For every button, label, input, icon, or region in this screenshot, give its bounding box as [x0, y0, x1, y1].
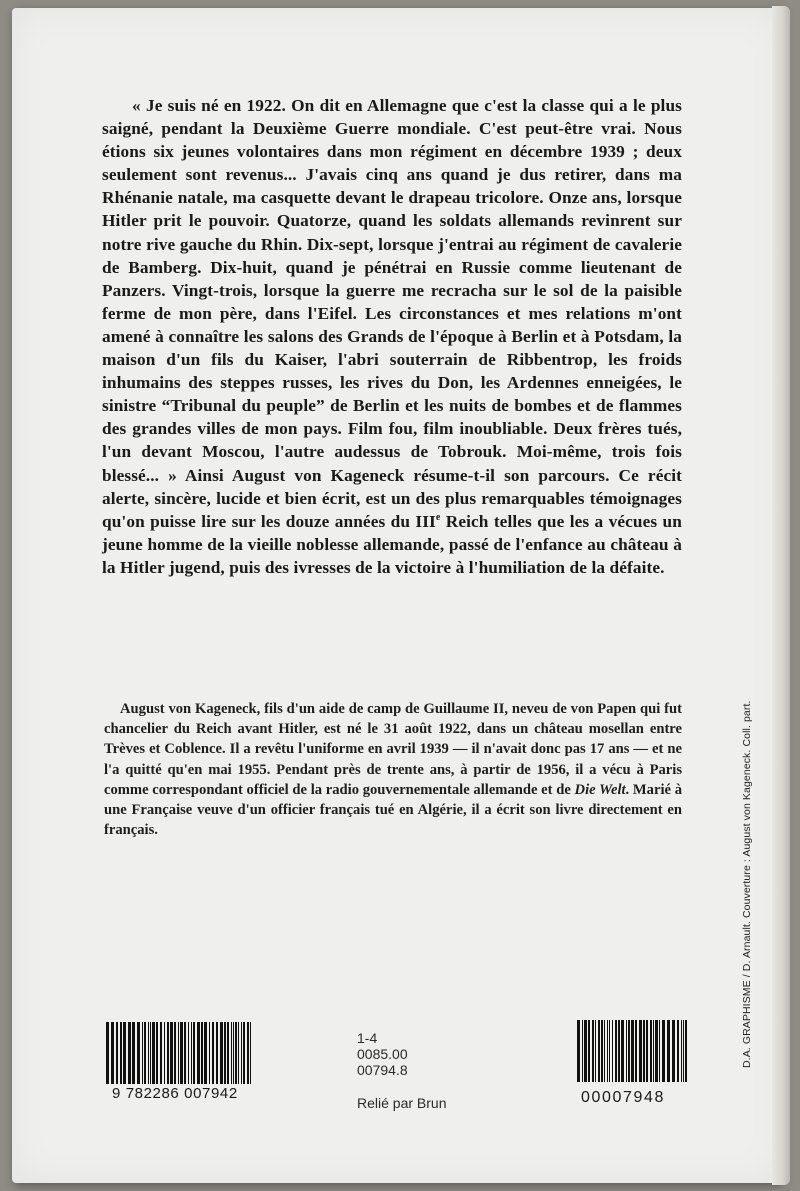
- barcode-bar: [111, 1022, 114, 1084]
- isbn-barcode: [106, 1022, 252, 1084]
- barcode-bar: [180, 1022, 183, 1084]
- author-bio: August von Kageneck, fils d'un aide de camp de Guillaume II, neveu de von Papen qui fut chancelier du Reich avant Hitler, est né le 31 août 1922, dans un château mosellan entre Trèves et Coblence. Il a revêtu l'uniforme en avril 1939 — il n'avait donc pas 17 ans — et ne l'a quitté qu'en mai 1955. Pendant près de trente ans, à partir de 1956, il a vécu à Paris comme correspondant officiel de la radio gouvernementale allemande et de Die Welt. Marié à une Française veuve d'un officier français tué en Algérie, il a écrit son livre directement en français.: [104, 701, 682, 839]
- barcode-bar: [137, 1022, 140, 1084]
- barcode-bar: [604, 1020, 605, 1082]
- barcode-bar: [626, 1020, 627, 1082]
- isbn-digits: 9 782286 007942: [112, 1085, 238, 1102]
- barcode-bar: [672, 1020, 675, 1082]
- barcode-bar: [197, 1022, 200, 1084]
- barcode-bar: [662, 1020, 665, 1082]
- barcode-bar: [612, 1020, 613, 1082]
- barcode-bar: [650, 1020, 652, 1082]
- barcode-bar: [615, 1020, 617, 1082]
- barcode-bar: [120, 1022, 122, 1084]
- barcode-bar: [667, 1020, 670, 1082]
- barcode-bar: [677, 1020, 679, 1082]
- barcode-bar: [188, 1022, 189, 1084]
- cover-credit: D.A. GRAPHISME / D. Arnault. Couverture : August von Kageneck. Coll. part.: [741, 700, 753, 1068]
- barcode-bar: [607, 1020, 608, 1082]
- stock-barcode: [577, 1020, 687, 1082]
- barcode-bar: [233, 1022, 234, 1084]
- barcode-bar: [144, 1022, 146, 1084]
- barcode-bar: [150, 1022, 151, 1084]
- newspaper-title: Die Welt: [574, 781, 626, 798]
- barcode-bar: [128, 1022, 131, 1084]
- barcode-bar: [618, 1020, 620, 1082]
- barcode-bar: [227, 1022, 229, 1084]
- barcode-bar: [577, 1020, 580, 1082]
- catalog-codes: [357, 1030, 408, 1079]
- barcode-bar: [160, 1022, 162, 1084]
- barcode-bar: [224, 1022, 226, 1084]
- barcode-bar: [216, 1022, 218, 1084]
- barcode-bar: [212, 1022, 214, 1084]
- book-edge: [772, 6, 790, 1185]
- barcode-bar: [653, 1020, 654, 1082]
- barcode-bar: [582, 1020, 583, 1082]
- barcode-bar: [646, 1020, 648, 1082]
- barcode-bar: [681, 1020, 682, 1082]
- barcode-bar: [231, 1022, 232, 1084]
- barcode-bar: [170, 1022, 173, 1084]
- barcode-bar: [628, 1020, 630, 1082]
- barcode-bar: [116, 1022, 118, 1084]
- barcode-bar: [184, 1022, 186, 1084]
- barcode-bar: [204, 1022, 207, 1084]
- catalog-code-3: 00794.8: [357, 1062, 408, 1079]
- barcode-bar: [174, 1022, 176, 1084]
- barcode-bar: [601, 1020, 603, 1082]
- barcode-bar: [592, 1020, 594, 1082]
- barcode-bar: [243, 1022, 245, 1084]
- superscript-e: e: [435, 511, 441, 523]
- barcode-bar: [683, 1020, 684, 1082]
- barcode-bar: [132, 1022, 135, 1084]
- barcode-bar: [167, 1022, 169, 1084]
- barcode-bar: [247, 1022, 249, 1084]
- barcode-bar: [643, 1020, 645, 1082]
- barcode-bar: [156, 1022, 158, 1084]
- barcode-bar: [659, 1020, 660, 1082]
- barcode-bar: [106, 1022, 109, 1084]
- barcode-bar: [178, 1022, 179, 1084]
- barcode-bar: [631, 1020, 634, 1082]
- barcode-bar: [609, 1020, 610, 1082]
- barcode-bar: [595, 1020, 596, 1082]
- barcode-bar: [588, 1020, 590, 1082]
- barcode-bar: [635, 1020, 637, 1082]
- barcode-bar: [123, 1022, 126, 1084]
- barcode-bar: [241, 1022, 242, 1084]
- binder-note: Relié par Brun: [357, 1095, 447, 1111]
- barcode-bar: [250, 1022, 251, 1084]
- barcode-bar: [152, 1022, 155, 1084]
- barcode-bar: [584, 1020, 587, 1082]
- barcode-bar: [193, 1022, 195, 1084]
- stock-number: 00007948: [581, 1089, 665, 1106]
- blurb-text: « Je suis né en 1922. On dit en Allemagne que c'est la classe qui a le plus saigné, pendant la Deuxième Guerre mondiale. C'est peut-être vrai. Nous étions six jeunes volontaires dans mon régiment en décembre 1939 ; deux seulement sont revenus... J'avais cinq ans quand je dus retirer, dans ma Rhénanie natale, ma casquette devant le drapeau tricolore. Onze ans, lorsque Hitler prit le pouvoir. Quatorze, quand les soldats allemands revinrent sur notre rive gauche du Rhin. Dix-sept, lorsque j'entrai au régiment de cavalerie de Bamberg. Dix-huit, quand je pénétrai en Russie comme lieutenant de Panzers. Vingt-trois, lorsque la guerre me recracha sur le sol de la paisible ferme de mon père, dans l'Eifel. Les circonstances et mes relations m'ont amené à connaître les salons des Grands de l'époque à Berlin et à Potsdam, la maison d'un fils du Kaiser, l'abri souterrain de Ribbentrop, les froids inhumains des steppes russes, les rives du Don, les Ardennes enneigées, le sinistre “Tribunal du peuple” de Berlin et les nuits de bombes et de flammes des grandes villes de mon pays. Film fou, film inoubliable. Deux frères tués, l'un devant Moscou, l'autre audessus de Tobrouk. Moi-même, trois fois blessé... » Ainsi August von Kageneck résume-t-il son parcours. Ce récit alerte, sincère, lucide et bien écrit, est un des plus remarquables témoignages qu'on puisse lire sur les douze années du IIIe Reich telles que les a vécues un jeune homme de la vieille noblesse allemande, passé de l'enfance au château à la Hitler jugend, puis des ivresses de la victoire à l'humiliation de la défaite.: [102, 96, 682, 577]
- isbn-barcode-bars: [106, 1022, 252, 1084]
- barcode-bar: [598, 1020, 600, 1082]
- barcode-bar: [148, 1022, 149, 1084]
- barcode-bar: [235, 1022, 237, 1084]
- barcode-bar: [685, 1020, 687, 1082]
- barcode-bar: [142, 1022, 143, 1084]
- barcode-bar: [238, 1022, 239, 1084]
- barcode-bar: [655, 1020, 658, 1082]
- barcode-bar: [191, 1022, 192, 1084]
- barcode-bar: [639, 1020, 642, 1082]
- catalog-code-2: 0085.00: [357, 1046, 408, 1063]
- barcode-bar: [209, 1022, 210, 1084]
- barcode-bar: [621, 1020, 624, 1082]
- barcode-bar: [201, 1022, 203, 1084]
- catalog-code-1: 1-4: [357, 1030, 378, 1046]
- barcode-bar: [164, 1022, 165, 1084]
- stock-barcode-bars: [577, 1020, 687, 1082]
- barcode-bar: [220, 1022, 223, 1084]
